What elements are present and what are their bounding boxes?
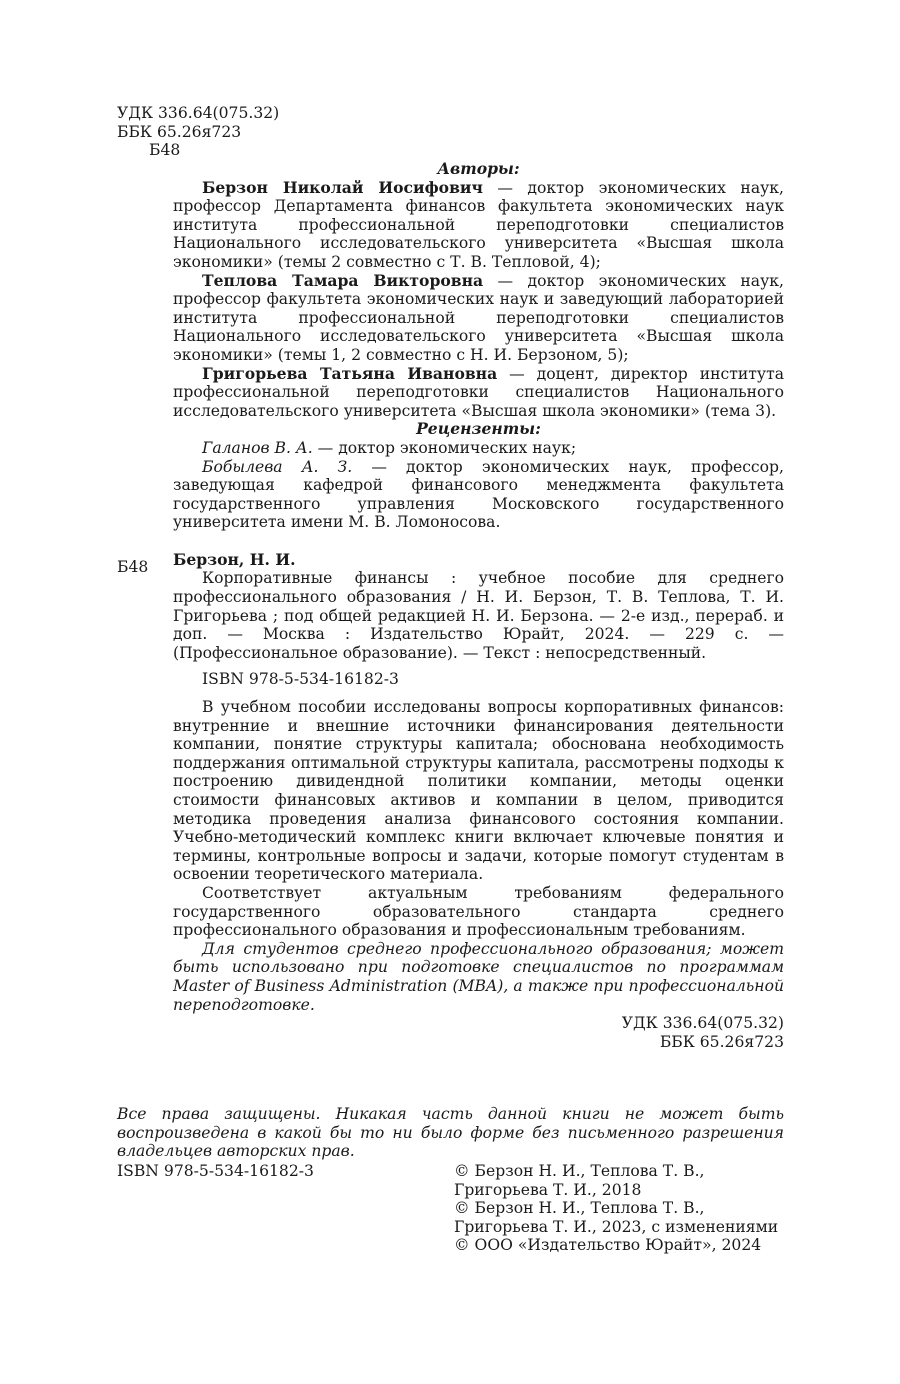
copyright-line: © ООО «Издательство Юрайт», 2024	[454, 1236, 762, 1255]
copyright-line: © Берзон Н. И., Теплова Т. В.,	[454, 1199, 705, 1218]
reviewer-name: Бобылева А. З.	[202, 457, 353, 476]
copyright-line: Григорьева Т. И., 2018	[454, 1180, 642, 1199]
footer-udk: УДК 336.64(075.32)	[621, 1014, 784, 1033]
author-entry	[173, 272, 784, 365]
main-column	[173, 160, 784, 1051]
reviewer-desc: — доктор экономических наук, профессор, заведующая кафедрой финансового менеджмента факультета государственного управления Московского государственного университета имени М. В. Ломоносова.	[173, 457, 784, 532]
record-description: Корпоративные финансы : учебное пособие для среднего профессионального образования / Н. И. Берзон, Т. В. Теплова, Т. И. Григорьева ; под общей редакцией Н. И. Берзона. — 2-е изд., перераб. и доп. — Москва : Издательство Юрайт, 2024. — 229 с. — (Профессиональное образование). — Текст : непосредственный.	[173, 569, 784, 662]
copyright-block	[454, 1162, 784, 1255]
author-sign-code: Б48	[149, 141, 181, 160]
reviewer-name: Галанов В. А.	[202, 438, 313, 457]
abstract-audience: Для студентов среднего профессионального образования; может быть использовано при подготовке специалистов по программам Master of Business Administration (MBA), а также при профессиональной переподготовке.	[173, 939, 784, 1014]
header-codes	[117, 104, 279, 160]
rights-notice: Все права защищены. Никакая часть данной книги не может быть воспроизведена в какой бы то ни было форме без письменного разрешения владельцев авторских прав.	[117, 1105, 784, 1161]
abstract-paragraph: Соответствует актуальным требованиям федерального государственного образовательного стандарта среднего профессионального образования и профессиональным требованиям.	[173, 883, 784, 940]
author-desc: — доктор экономических наук, профессор факультета экономических наук и заведующий лабораторией института профессиональной переподготовки специалистов Национального исследовательского университета «Высшая школа экономики» (темы 1, 2 совместно с Н. И. Берзоном, 5);	[173, 271, 784, 364]
reviewer-entry	[173, 439, 784, 458]
record-code: Б48	[117, 558, 149, 576]
copyright-line: Григорьева Т. И., 2023, с изменениями	[454, 1217, 779, 1236]
copyright-line: © Берзон Н. И., Теплова Т. В.,	[454, 1162, 705, 1180]
author-entry	[173, 365, 784, 421]
record-isbn: ISBN 978-5-534-16182-3	[202, 670, 399, 689]
bottom-isbn: ISBN 978-5-534-16182-3	[117, 1162, 314, 1180]
abstract-paragraph: В учебном пособии исследованы вопросы корпоративных финансов: внутренние и внешние источники финансирования деятельности компании, понятие структуры капитала; обоснована необходимость поддержания оптимальной структуры капитала, рассмотрены подходы к построению дивидендной политики компании, методы оценки стоимости финансовых активов и компании в целом, приводится методика проведения анализа финансового состояния компании. Учебно-методический комплекс книги включает ключевые понятия и термины, контрольные вопросы и задачи, которые помогут студентам в освоении теоретического материала.	[173, 698, 784, 884]
author-desc: — доктор экономических наук, профессор Департамента финансов факультета экономических наук института профессиональной переподготовки специалистов Национального исследовательского университета «Высшая школа экономики» (темы 2 совместно с Т. В. Тепловой, 4);	[173, 178, 784, 271]
reviewer-desc: — доктор экономических наук;	[312, 438, 577, 457]
reviewers-heading: Рецензенты:	[416, 419, 541, 439]
authors-heading: Авторы:	[437, 159, 520, 178]
author-entry	[173, 179, 784, 272]
author-desc: — доцент, директор института профессиональной переподготовки специалистов Национального исследовательского университета «Высшая школа экономики» (тема 3).	[173, 364, 784, 420]
bbk-code: ББК 65.26я723	[117, 122, 242, 141]
reviewer-entry	[173, 458, 784, 532]
record-author: Берзон, Н. И.	[173, 549, 296, 569]
author-name: Берзон Николай Иосифович	[202, 177, 483, 197]
footer-bbk: ББК 65.26я723	[659, 1032, 784, 1051]
author-name: Теплова Тамара Викторовна	[202, 270, 484, 290]
udk-code: УДК 336.64(075.32)	[117, 104, 280, 122]
author-name: Григорьева Татьяна Ивановна	[202, 363, 498, 383]
